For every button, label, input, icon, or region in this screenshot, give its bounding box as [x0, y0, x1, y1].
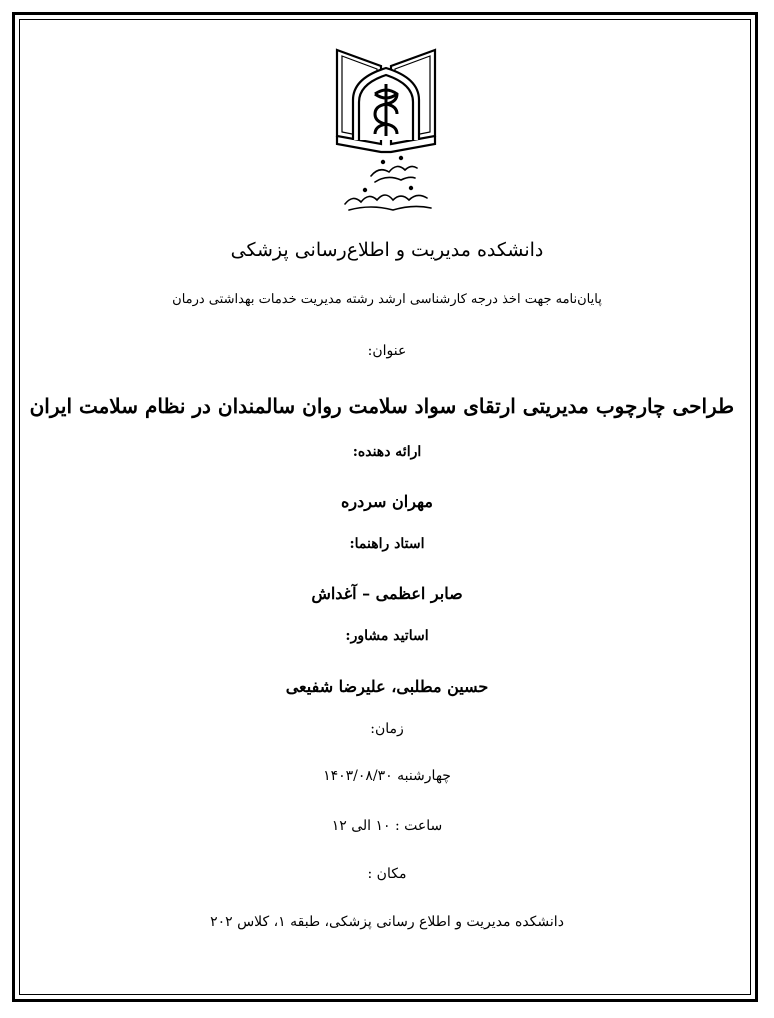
advisors-names: حسین مطلبی، علیرضا شفیعی [285, 677, 489, 696]
defense-hour: ساعت : ۱۰ الی ۱۲ [331, 818, 443, 834]
supervisor-label: استاد راهنما: [349, 536, 425, 552]
place-label: مکان : [367, 866, 407, 882]
supervisor-name: صابر اعظمی – آغداش [311, 584, 463, 603]
faculty-name: دانشکده مدیریت و اطلاع‌رسانی پزشکی [230, 239, 544, 261]
presenter-label: ارائه دهنده: [352, 444, 422, 460]
defense-place: دانشکده مدیریت و اطلاع رسانی پزشکی، طبقه ۱، کلاس ۲۰۲ [210, 914, 564, 930]
degree-line: پایان‌نامه جهت اخذ درجه کارشناسی ارشد رشته مدیریت خدمات بهداشتی درمان [172, 292, 602, 307]
time-label: زمان: [370, 721, 404, 737]
title-label: عنوان: [367, 343, 407, 359]
defense-date: چهارشنبه ۱۴۰۳/۰۸/۳۰ [323, 768, 451, 784]
presenter-name: مهران سردره [340, 492, 433, 511]
thesis-title: طراحی چارچوب مدیریتی ارتقای سواد سلامت روان سالمندان در نظام سلامت ایران [29, 394, 734, 418]
university-logo [331, 44, 441, 220]
advisors-label: اساتید مشاور: [345, 628, 429, 644]
logo-calligraphy [345, 157, 431, 210]
